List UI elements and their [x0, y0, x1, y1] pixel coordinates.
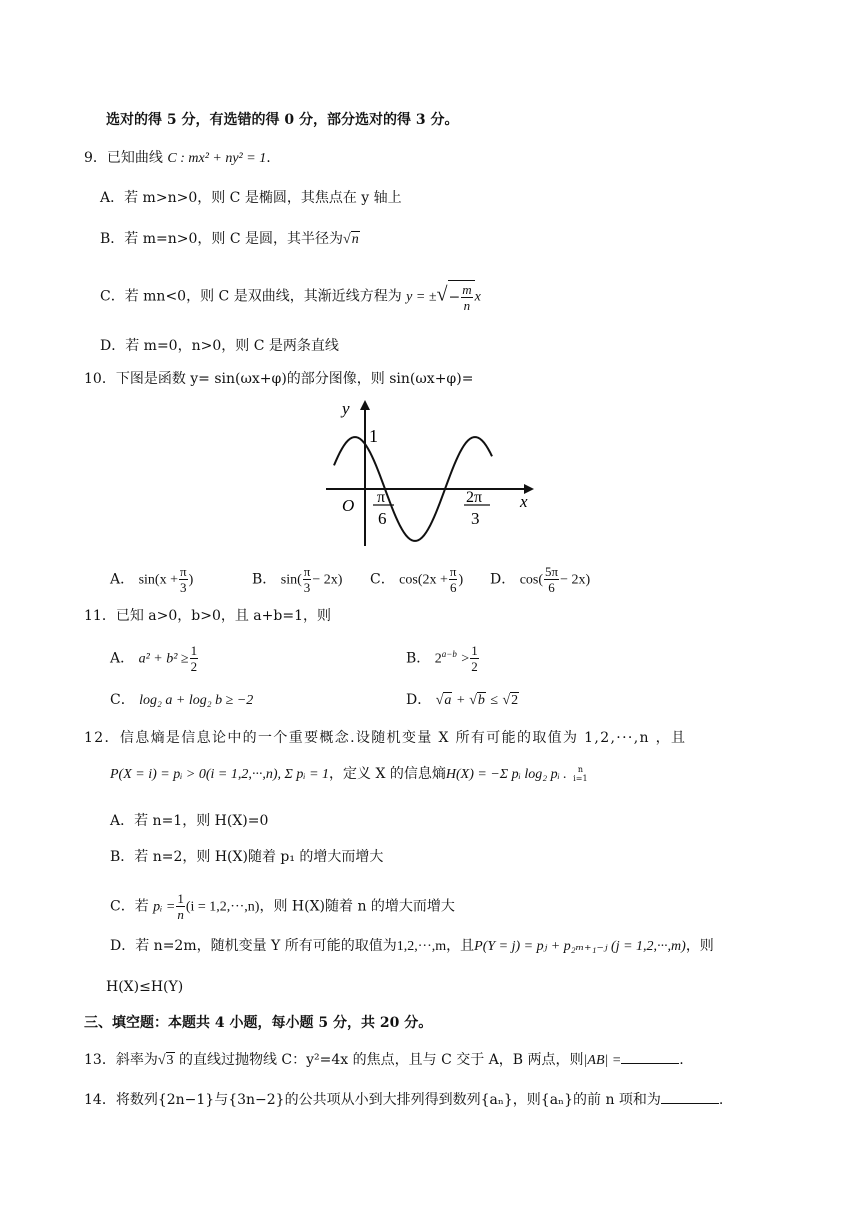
- q12-option-c-post: ，则 H(X)随着 n 的增大而增大: [259, 898, 455, 915]
- q9-option-c-den: n: [463, 298, 471, 313]
- q14-post: .: [718, 1092, 724, 1108]
- q13-mid: 的直线过抛物线 C：y²=4x 的焦点，且与 C 交于 A，B 两点，则: [178, 1052, 584, 1068]
- q10-option-d-den: 6: [548, 580, 555, 595]
- q9-option-c-x: x: [474, 289, 481, 305]
- q11-option-b-label: B．: [406, 650, 431, 667]
- q10-option-c-den: 6: [449, 580, 457, 595]
- q10-option-a-post: ): [188, 572, 194, 588]
- q9-option-d: D．若 m=0，n>0，则 C 是两条直线: [100, 338, 339, 354]
- q11-option-c: [110, 690, 253, 711]
- x-axis-label: x: [520, 492, 528, 511]
- q13: 13．斜率为√3 的直线过抛物线 C：y²=4x 的焦点，且与 C 交于 A，B 两点，则|AB| = .: [84, 1052, 684, 1068]
- q12-sum-limits: [573, 765, 587, 783]
- q11-option-a-num: 1: [190, 643, 198, 658]
- q11-option-b-exponent: a−b: [441, 648, 457, 659]
- q10-option-a-den: 3: [180, 580, 187, 595]
- q10-option-d: [490, 564, 590, 595]
- q10-option-b-label: B．: [252, 571, 277, 588]
- q14-answer-blank[interactable]: [661, 1090, 719, 1104]
- q10-option-a-label: A．: [110, 571, 135, 588]
- q11-option-a-label: A．: [110, 650, 135, 667]
- q10-option-c-pre: cos(2x +: [399, 572, 448, 588]
- q11-option-b-base: 2: [434, 651, 442, 667]
- q9-option-b-radicand: n: [351, 232, 359, 247]
- q10-option-a-num: π: [179, 564, 187, 579]
- q11-option-a: [110, 643, 199, 674]
- y-axis-label: y: [342, 399, 350, 418]
- q12-option-c-den: n: [177, 907, 184, 922]
- q10-option-d-pre: cos(: [519, 572, 544, 588]
- q11-option-b-den: 2: [471, 659, 478, 674]
- q10-option-d-post: − 2x): [560, 572, 591, 588]
- q10-sine-graph: [320, 394, 550, 554]
- q12-option-d-pre: D．若 n=2m，随机变量 Y 所有可能的取值为: [110, 938, 397, 954]
- q12-option-c-num: 1: [177, 891, 184, 906]
- q11-option-d-label: D．: [406, 692, 432, 708]
- q13-radicand: 3: [166, 1053, 174, 1068]
- q9-option-b-text: B．若 m=n>0，则 C 是圆，其半径为: [100, 231, 344, 247]
- tick-pi-6-den: 6: [378, 509, 387, 528]
- y-one-label: 1: [369, 426, 378, 446]
- q11-option-b: [406, 643, 480, 674]
- q9-stem-text: 已知曲线: [106, 150, 163, 166]
- q12-option-c: [110, 891, 455, 922]
- tick-pi-6-num: π: [377, 489, 386, 506]
- q12-definition-text: ，定义 X 的信息熵: [329, 766, 446, 782]
- q9-equation: C : mx² + ny² = 1: [167, 151, 267, 166]
- q10-option-a-pre: sin(x +: [138, 572, 178, 588]
- q10-option-b-pre: sin(: [280, 572, 302, 588]
- q11-option-b-num: 1: [471, 643, 478, 658]
- tick-2pi-3-den: 3: [471, 509, 480, 528]
- q12-option-d: [110, 936, 714, 957]
- q10-option-d-label: D．: [490, 571, 516, 588]
- q10-option-c-num: π: [449, 564, 457, 579]
- q12-option-d-values: 1,2,···,m: [396, 939, 447, 954]
- q9-option-c-num: m: [462, 282, 472, 297]
- q10-option-c: [370, 564, 463, 595]
- q11-option-d-two: 2: [511, 693, 519, 708]
- q14: [84, 1090, 723, 1110]
- q10-option-a: [110, 564, 193, 595]
- q12-option-d-mid: ，且: [446, 938, 475, 954]
- q11-option-d-plus: +: [456, 693, 465, 708]
- q10-stem: 10．下图是函数 y= sin(ωx+φ)的部分图像，则 sin(ωx+φ)=: [84, 371, 474, 387]
- q12-sum-bottom: i=1: [573, 774, 588, 783]
- q11-option-a-expr: a² + b² ≥: [138, 651, 189, 667]
- q11-option-c-label: C．: [110, 692, 135, 708]
- q12-definition-eq: H(X) = −Σ pᵢ log₂ pᵢ .: [445, 767, 567, 782]
- q12-condition-eq: P(X = i) = pᵢ > 0(i = 1,2,···,n), Σ pᵢ = 1: [110, 767, 330, 782]
- q12-stem: 12．信息熵是信息论中的一个重要概念.设随机变量 X 所有可能的取值为 1,2,···,n ，且: [84, 730, 687, 746]
- q13-post: .: [679, 1052, 684, 1068]
- q14-text: 14．将数列{2n−1}与{3n−2}的公共项从小到大排列得到数列{aₙ}，则{aₙ}的前 n 项和为: [84, 1092, 661, 1108]
- q9-option-a: A．若 m>n>0，则 C 是椭圆，其焦点在 y 轴上: [100, 190, 402, 206]
- q11-option-c-expr: log₂ a + log₂ b ≥ −2: [139, 693, 254, 708]
- q12-option-c-pre: C．若: [110, 898, 149, 915]
- q9-number: 9．: [84, 150, 107, 166]
- q11-option-b-gt: >: [461, 651, 470, 667]
- intro-line: 选对的得 5 分，有选错的得 0 分，部分选对的得 3 分。: [106, 112, 459, 128]
- y-axis-arrow: [360, 400, 370, 410]
- q12-option-b: B．若 n=2，则 H(X)随着 p₁ 的增大而增大: [110, 849, 384, 865]
- q9-option-b: B．若 m=n>0，则 C 是圆，其半径为√n: [100, 231, 359, 247]
- q12-condition: [110, 764, 590, 785]
- q13-answer-blank[interactable]: [621, 1050, 679, 1064]
- q11-option-d-a: a: [444, 693, 452, 708]
- q12-option-c-pi: pᵢ =: [153, 899, 176, 915]
- q9-option-c-text: C．若 mn<0，则 C 是双曲线，其渐近线方程为: [100, 288, 402, 305]
- q12-option-c-range: (i = 1,2,···,n): [185, 899, 260, 915]
- q13-ab-length: |AB| =: [583, 1053, 622, 1068]
- q11-option-a-den: 2: [190, 659, 198, 674]
- q10-option-b-post: − 2x): [312, 572, 343, 588]
- q10-option-d-num: 5π: [545, 564, 559, 579]
- q10-option-b: [252, 564, 342, 595]
- q12-option-d-continued: H(X)≤H(Y): [106, 979, 184, 995]
- tick-2pi-3-num: 2π: [466, 489, 483, 506]
- q11-option-d: D． √a + √b ≤ √2: [406, 692, 519, 708]
- section-3-heading: 三、填空题：本题共 4 小题，每小题 5 分，共 20 分。: [84, 1015, 433, 1031]
- q11-option-d-le: ≤: [490, 693, 499, 708]
- q12-option-a: A．若 n=1，则 H(X)=0: [110, 813, 269, 829]
- q13-pre: 13．斜率为: [84, 1052, 158, 1068]
- q9-option-c: C．若 mn<0，则 C 是双曲线，其渐近线方程为 y = ±√− $\frac{m}{n}$ x: [100, 282, 481, 313]
- q11-option-d-b: b: [477, 693, 485, 708]
- origin-label: O: [342, 496, 355, 515]
- q12-option-d-eq: P(Y = j) = pⱼ + p₂ₘ₊₁₋ⱼ (j = 1,2,···,m): [474, 939, 686, 954]
- q12-option-d-post: ，则: [685, 938, 714, 954]
- q10-option-c-label: C．: [370, 571, 395, 588]
- q9-option-c-lhs: y = ±: [406, 289, 437, 305]
- q10-option-b-den: 3: [303, 580, 311, 595]
- q11-stem: 11．已知 a>0，b>0，且 a+b=1，则: [84, 608, 331, 624]
- q9-stem: 9．已知曲线 C : mx² + ny² = 1.: [84, 150, 271, 166]
- q10-option-b-num: π: [303, 564, 311, 579]
- q10-option-c-post: ): [458, 572, 464, 588]
- q12-sum-top: n: [577, 765, 583, 774]
